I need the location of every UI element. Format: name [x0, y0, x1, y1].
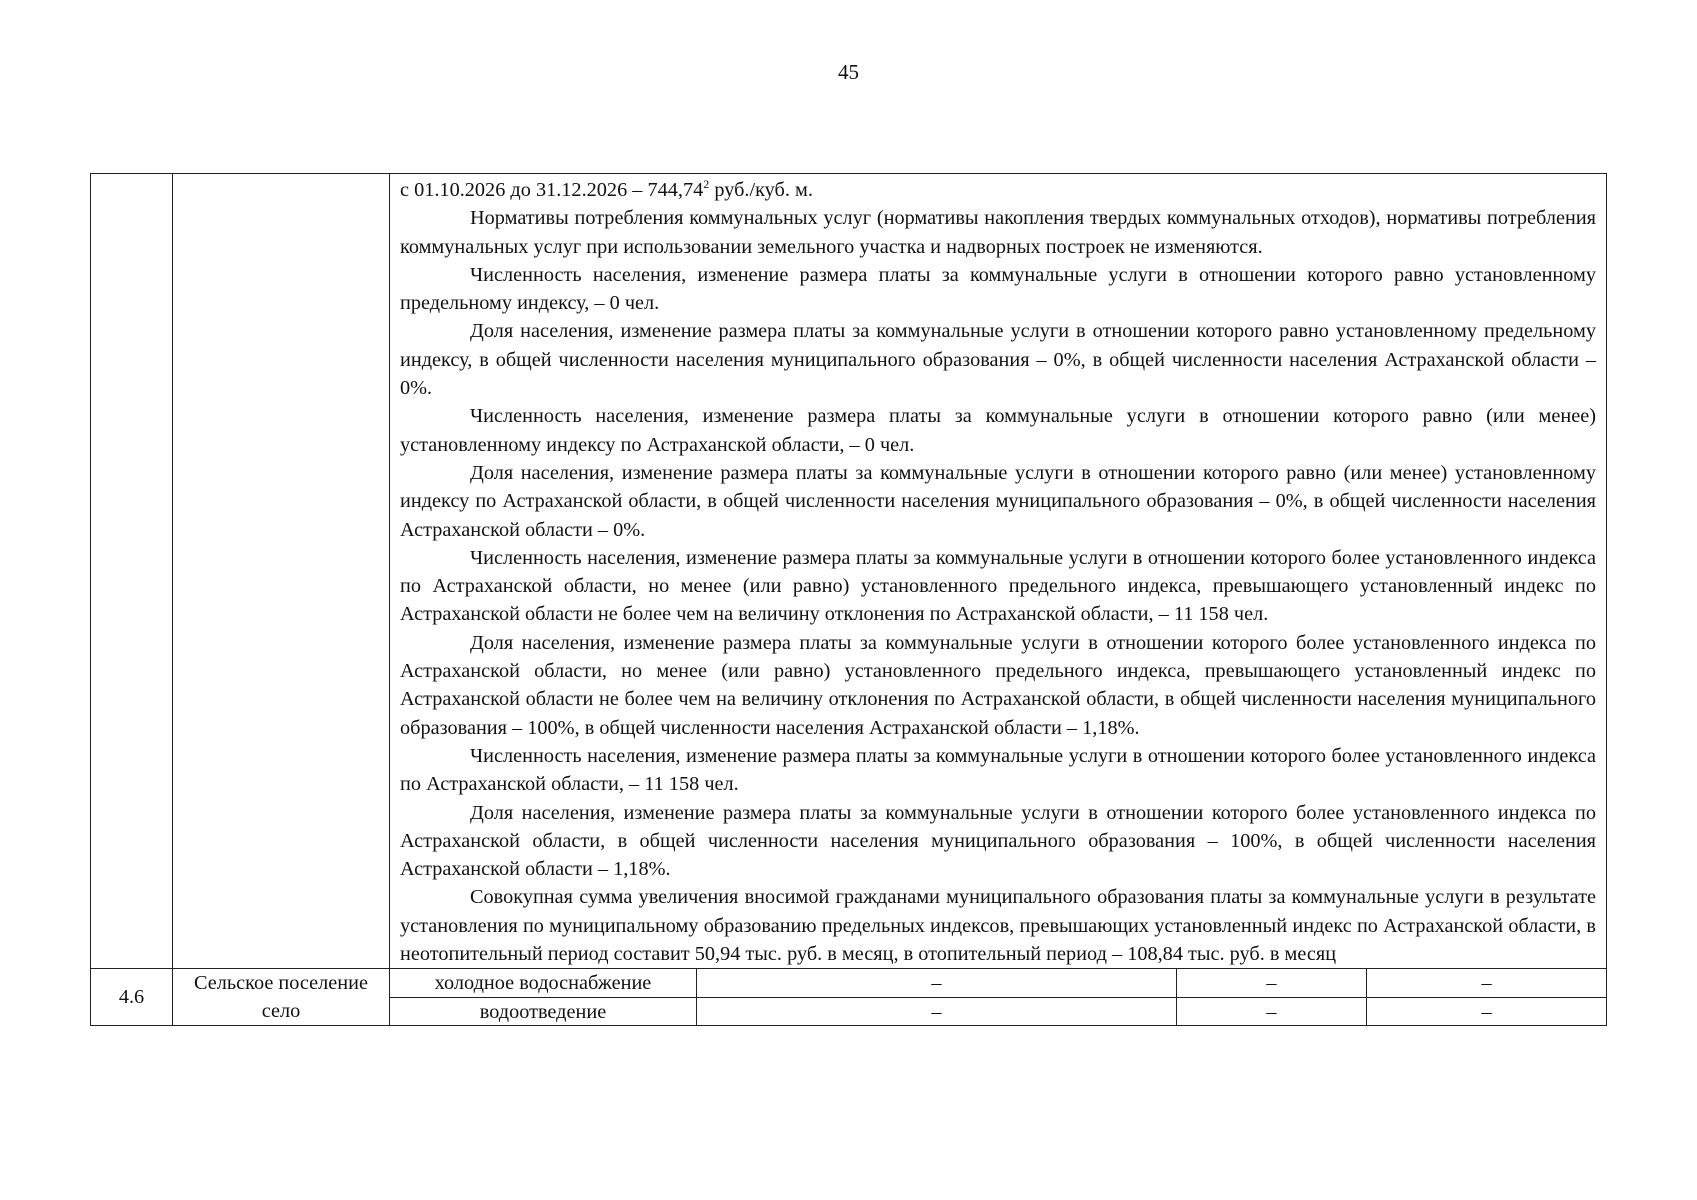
indices-table — [90, 173, 1607, 1026]
value-cell: – — [697, 969, 1177, 998]
tariff-line: с 01.10.2026 до 31.12.2026 – 744,74$^2$ руб./куб. м. — [400, 177, 813, 201]
paragraph: Численность населения, изменение размера платы за коммунальные услуги в отношении которого равно (или менее) установленному индексу по Астраханской области, – 0 чел. — [400, 405, 1597, 456]
settlement-name: Сельское поселение село — [173, 969, 390, 1026]
value-cell: – — [1177, 969, 1367, 998]
paragraph: Численность населения, изменение размера платы за коммунальные услуги в отношении которого более установленного индекса по Астраханской области, – 11 158 чел. — [400, 744, 1597, 796]
paragraph: Численность населения, изменение размера платы за коммунальные услуги в отношении которого равно установленному предельному индексу, – 0 чел. — [400, 263, 1597, 315]
page-number: 45 — [838, 60, 859, 84]
cell-name-empty — [173, 174, 390, 969]
paragraph: Совокупная сумма увеличения вносимой гражданами муниципального образования платы за коммунальные услуги в результате установления по муниципальному образованию предельных индексов, превышающих установленный индекс по Астраханской области, в неотопительный период составит 50,94 тыс. руб. в месяц, в отопительный период – 108,84 тыс. руб. в месяц — [400, 886, 1597, 966]
value-cell: – — [1367, 997, 1607, 1026]
table-row-continued — [91, 174, 1607, 969]
value-cell: – — [697, 997, 1177, 1026]
service-name: холодное водоснабжение — [390, 969, 697, 998]
row-number: 4.6 — [91, 969, 173, 1026]
service-name: водоотведение — [390, 997, 697, 1026]
value-cell: – — [1177, 997, 1367, 1026]
cell-number-empty — [91, 174, 173, 969]
paragraph: Доля населения, изменение размера платы за коммунальные услуги в отношении которого равно (или менее) установленному индексу по Астраханской области, в общей численности населения муниципального образования – 0%, в общей численности населения Астраханской области – 0%. — [400, 461, 1597, 541]
paragraph: Доля населения, изменение размера платы за коммунальные услуги в отношении которого равно установленному предельному индексу, в общей численности населения муниципального образования – 0%, в общей численности населения Астраханской области – 0%. — [400, 320, 1597, 400]
table-row — [91, 969, 1607, 998]
paragraph: Доля населения, изменение размера платы за коммунальные услуги в отношении которого более установленного индекса по Астраханской области, но менее (или равно) установленного предельного индекса, превышающего установленный индекс по Астраханской области не более чем на величину отклонения по Астраханской области, в общей численности населения муниципального образования – 100%, в общей численности населения Астраханской области – 1,18%. — [400, 631, 1597, 739]
value-cell: – — [1367, 969, 1607, 998]
paragraph: Доля населения, изменение размера платы за коммунальные услуги в отношении которого более установленного индекса по Астраханской области, в общей численности населения муниципального образования – 100%, в общей численности населения Астраханской области – 1,18%. — [400, 801, 1597, 881]
paragraph: Численность населения, изменение размера платы за коммунальные услуги в отношении которого более установленного индекса по Астраханской области, но менее (или равно) установленного предельного индекса, превышающего установленный индекс по Астраханской области не более чем на величину отклонения по Астраханской области, – 11 158 чел. — [400, 546, 1597, 626]
description-cell — [390, 174, 1607, 969]
paragraph: Нормативы потребления коммунальных услуг (нормативы накопления твердых коммунальных отходов), нормативы потребления коммунальных услуг при использовании земельного участка и надворных построек не изменяются. — [400, 207, 1597, 258]
